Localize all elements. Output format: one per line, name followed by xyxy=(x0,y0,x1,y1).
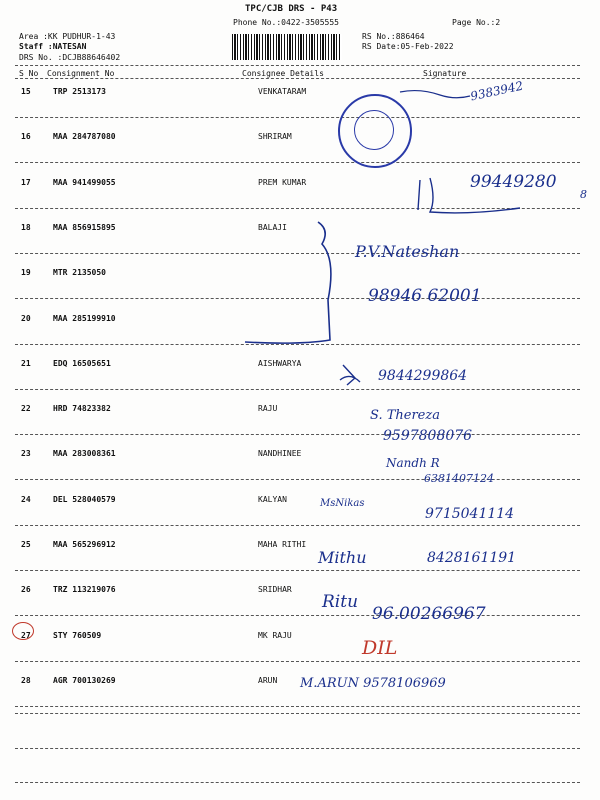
row-consignment-no: DEL 528040579 xyxy=(53,495,116,504)
handwriting-row21-phone: 9844299864 xyxy=(378,368,468,384)
handwriting-row17-phone: 99449280 xyxy=(470,172,557,192)
row-consignment-no: STY 760509 xyxy=(53,631,102,640)
row-sno: 24 xyxy=(21,495,31,504)
row-sno: 20 xyxy=(21,314,31,323)
row-consignee: VENKATARAM xyxy=(258,87,307,96)
row-consignment-no: MAA 283008361 xyxy=(53,449,116,458)
col-header-sno: S No xyxy=(19,69,39,78)
row-sno: 17 xyxy=(21,178,31,187)
handwriting-row25-phone: 8428161191 xyxy=(427,550,517,566)
row-consignment-no: EDQ 16505651 xyxy=(53,359,111,368)
handwriting-row22-name: S. Thereza xyxy=(370,408,440,423)
handwriting-row28: M.ARUN 9578106969 xyxy=(300,676,446,691)
row-consignee: PREM KUMAR xyxy=(258,178,307,187)
row-sno: 21 xyxy=(21,359,31,368)
row-consignment-no: MTR 2135050 xyxy=(53,268,106,277)
row-consignment-no: TRP 2513173 xyxy=(53,87,106,96)
manifest-title: TPC/CJB DRS - P43 xyxy=(245,4,338,14)
row-consignee: NANDHINEE xyxy=(258,449,302,458)
row-sno: 28 xyxy=(21,676,31,685)
handwriting-row27-mark: DIL xyxy=(362,637,398,659)
handwriting-row25-signature: Mithu xyxy=(318,548,367,567)
divider-extra-2 xyxy=(15,748,580,749)
staff-label: Staff :NATESAN xyxy=(19,42,87,51)
row-consignment-no: AGR 700130269 xyxy=(53,676,116,685)
row-consignment-no: TRZ 113219076 xyxy=(53,585,116,594)
row-consignee: SHRIRAM xyxy=(258,132,292,141)
row-consignee: RAJU xyxy=(258,404,278,413)
handwriting-row24-signature: MsNikas xyxy=(320,498,365,509)
handwriting-row18-name: P.V.Nateshan xyxy=(355,242,460,261)
handwriting-row17-extra: 8 xyxy=(580,188,587,201)
row-sno: 22 xyxy=(21,404,31,413)
row-sno: 23 xyxy=(21,449,31,458)
row-consignment-no: MAA 284787080 xyxy=(53,132,116,141)
row-consignee: SRIDHAR xyxy=(258,585,292,594)
row-sno: 25 xyxy=(21,540,31,549)
handwriting-row15: 9383942 xyxy=(469,78,525,104)
row-consignee: MAHA RITHI xyxy=(258,540,307,549)
divider-extra-3 xyxy=(15,782,580,783)
drs-number: DRS No. :DCJB88646402 xyxy=(19,53,121,62)
col-header-signature: Signature xyxy=(423,69,467,78)
row-consignment-no: MAA 285199910 xyxy=(53,314,116,323)
handwriting-row23-name: Nandh R xyxy=(386,456,440,470)
handwriting-row26-signature: Ritu xyxy=(322,592,359,612)
row-consignment-no: MAA 565296912 xyxy=(53,540,116,549)
col-header-consignee: Consignee Details xyxy=(242,69,324,78)
row-consignee: ARUN xyxy=(258,676,278,685)
row-sno: 16 xyxy=(21,132,31,141)
row-consignee: KALYAN xyxy=(258,495,287,504)
row-sno: 19 xyxy=(21,268,31,277)
handwriting-row24-phone: 9715041114 xyxy=(425,506,515,522)
row-sno: 15 xyxy=(21,87,31,96)
page-number: Page No.:2 xyxy=(452,18,501,27)
row-consignee: MK RAJU xyxy=(258,631,292,640)
col-header-consignment: Consignment No xyxy=(47,69,115,78)
row-consignment-no: HRD 74823382 xyxy=(53,404,111,413)
row-consignee: AISHWARYA xyxy=(258,359,302,368)
divider-extra-1 xyxy=(15,713,580,714)
row-consignment-no: MAA 856915895 xyxy=(53,223,116,232)
row-consignee: BALAJI xyxy=(258,223,287,232)
rs-number: RS No.:886464 xyxy=(362,32,425,41)
handwriting-row26-phone: 96.00266967 xyxy=(372,604,486,624)
row-sno: 26 xyxy=(21,585,31,594)
row-sno: 27 xyxy=(21,631,31,640)
area-label: Area :KK PUDHUR-1-43 xyxy=(19,32,116,41)
row-consignment-no: MAA 941499055 xyxy=(53,178,116,187)
handwriting-row22-phone: 9597808076 xyxy=(383,428,473,444)
handwriting-row20-phone: 98946 62001 xyxy=(368,286,482,306)
phone-number: Phone No.:0422-3505555 xyxy=(233,18,339,27)
rs-date: RS Date:05-Feb-2022 xyxy=(362,42,454,51)
row-sno: 18 xyxy=(21,223,31,232)
handwriting-row23-phone: 6381407124 xyxy=(424,472,494,485)
